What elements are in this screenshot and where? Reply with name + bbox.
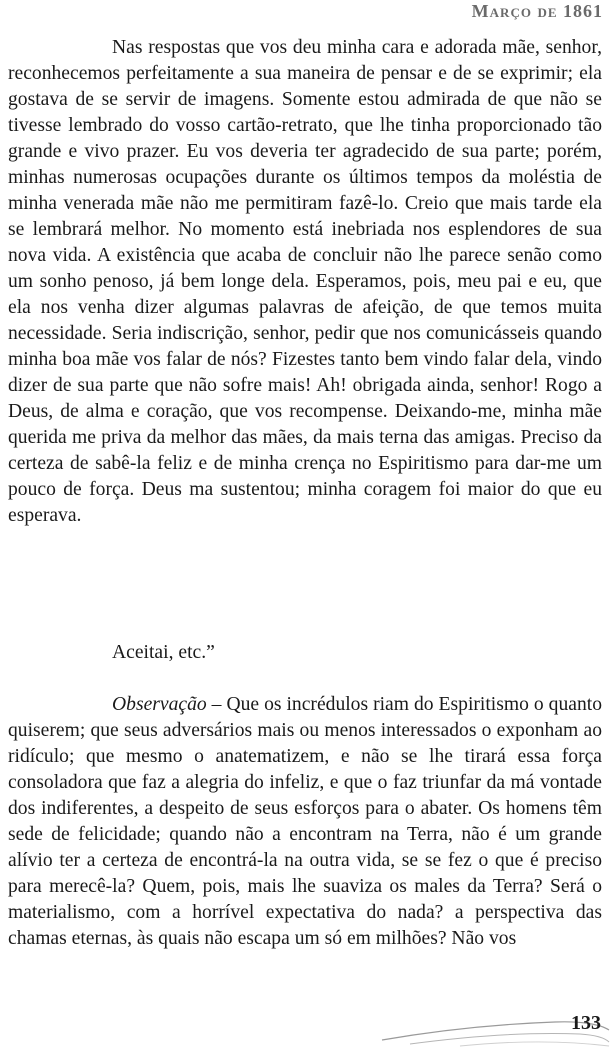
closing-paragraph: Aceitai, etc.” <box>112 642 215 663</box>
letter-body-paragraph: Nas respostas que vos deu minha cara e adorada mãe, senhor, reconhecemos perfeitamente a sua maneira de pensar e de se exprimir; ela gostava de se servir de imagens. Somente estou admirada de que não se tivesse lembrado do vosso cartão-retrato, que lhe tinha proporcionado tão grande e vivo prazer. Eu vos deveria ter agradecido de sua parte; porém, minhas numerosas ocupações durante os últimos tempos da moléstia de minha venerada mãe não me permitiram fazê-lo. Creio que mais tarde ela se lembrará melhor. No momento está inebriada nos esplendores de sua nova vida. A existência que acaba de concluir não lhe parece senão como um sonho penoso, já bem longe dela. Esperamos, pois, meu pai e eu, que ela nos venha dizer algumas palavras de afeição, de que temos muita necessidade. Seria indiscrição, senhor, pedir que nos comunicásseis quando minha boa mãe vos falar de nós? Fizestes tanto bem vindo falar dela, vindo dizer de sua parte que não sofre mais! Ah! obrigada ainda, senhor! Rogo a Deus, de alma e coração, que vos recompense. Deixando-me, minha mãe querida me priva da melhor das mães, da mais terna das amigas. Preciso da certeza de sabê-la feliz e de minha crença no Espiritismo para dar-me um pouco de força. Deus ma sustentou; minha coragem foi maior do que eu esperava. <box>8 37 602 526</box>
observation-paragraph <box>8 692 602 952</box>
observation-text: – Que os incrédulos riam do Espiritismo o quanto quiserem; que seus adversários mais ou menos interessados o exponham ao ridículo; que mesmo o anatematizem, e não se lhe tirará essa força consoladora que faz a alegria do infeliz, e que o faz triunfar da má vontade dos indiferentes, a despeito de seus esforços para o abater. Os homens têm sede de felicidade; quando não a encontram na Terra, não é um grande alívio ter a certeza de encontrá-la na outra vida, se se fez o que é preciso para merecê-la? Quem, pois, mais lhe suaviza os males da Terra? Será o materialismo, com a horrível expectativa do nada? a perspectiva das chamas eternas, às quais não escapa um só em milhões? Não vos <box>8 694 602 949</box>
running-header: Março de 1861 <box>471 1 603 21</box>
observation-label: Observação <box>112 694 207 715</box>
page-number: 133 <box>571 1012 601 1034</box>
